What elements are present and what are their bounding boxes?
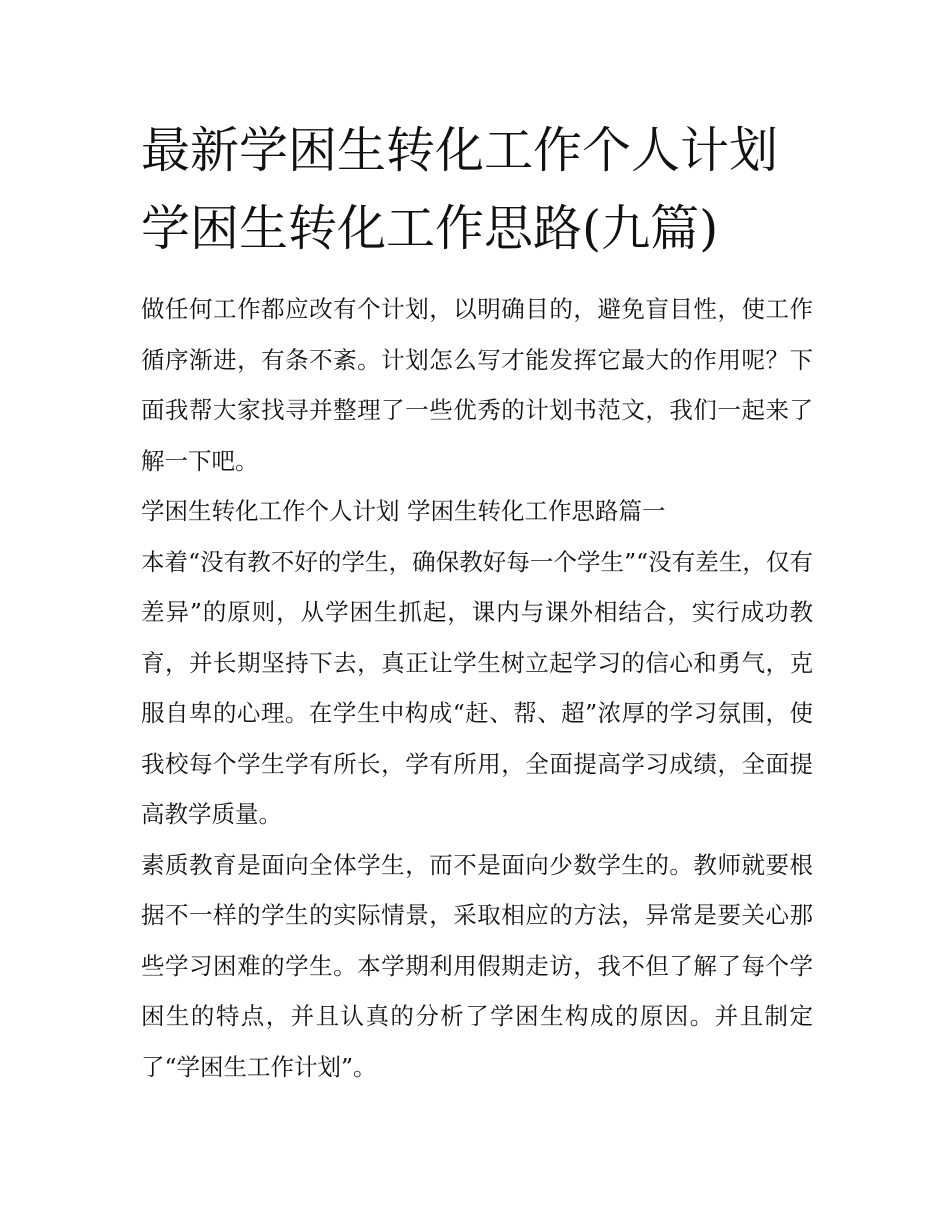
section-heading: 学困生转化工作个人计划 学困生转化工作思路篇一 <box>141 497 666 525</box>
document-paragraphs <box>141 284 813 1092</box>
document-body <box>141 112 813 1092</box>
intro-paragraph: 做任何工作都应改有个计划，以明确目的，避免盲目性，使工作循序渐进，有条不紊。计划怎么写才能发挥它最大的作用呢？下面我帮大家找寻并整理了一些优秀的计划书范文，我们一起来了解一下吧。 <box>141 295 813 475</box>
body-paragraph-2: 素质教育是面向全体学生，而不是面向少数学生的。教师就要根据不一样的学生的实际情景，采取相应的方法，异常是要关心那些学习困难的学生。本学期利用假期走访，我不但了解了每个学困生的特点，并且认真的分析了学困生构成的原因。并且制定了“学困生工作计划”。 <box>141 850 813 1081</box>
body-paragraph-1: 本着“没有教不好的学生，确保教好每一个学生”“没有差生，仅有差异”的原则，从学困生抓起，课内与课外相结合，实行成功教育，并长期坚持下去，真正让学生树立起学习的信心和勇气，克服自卑的心理。在学生中构成“赶、帮、超”浓厚的学习氛围，使我校每个学生学有所长，学有所用，全面提高学习成绩，全面提高教学质量。 <box>141 547 813 828</box>
document-title: 最新学困生转化工作个人计划 学困生转化工作思路(九篇) <box>141 122 779 257</box>
